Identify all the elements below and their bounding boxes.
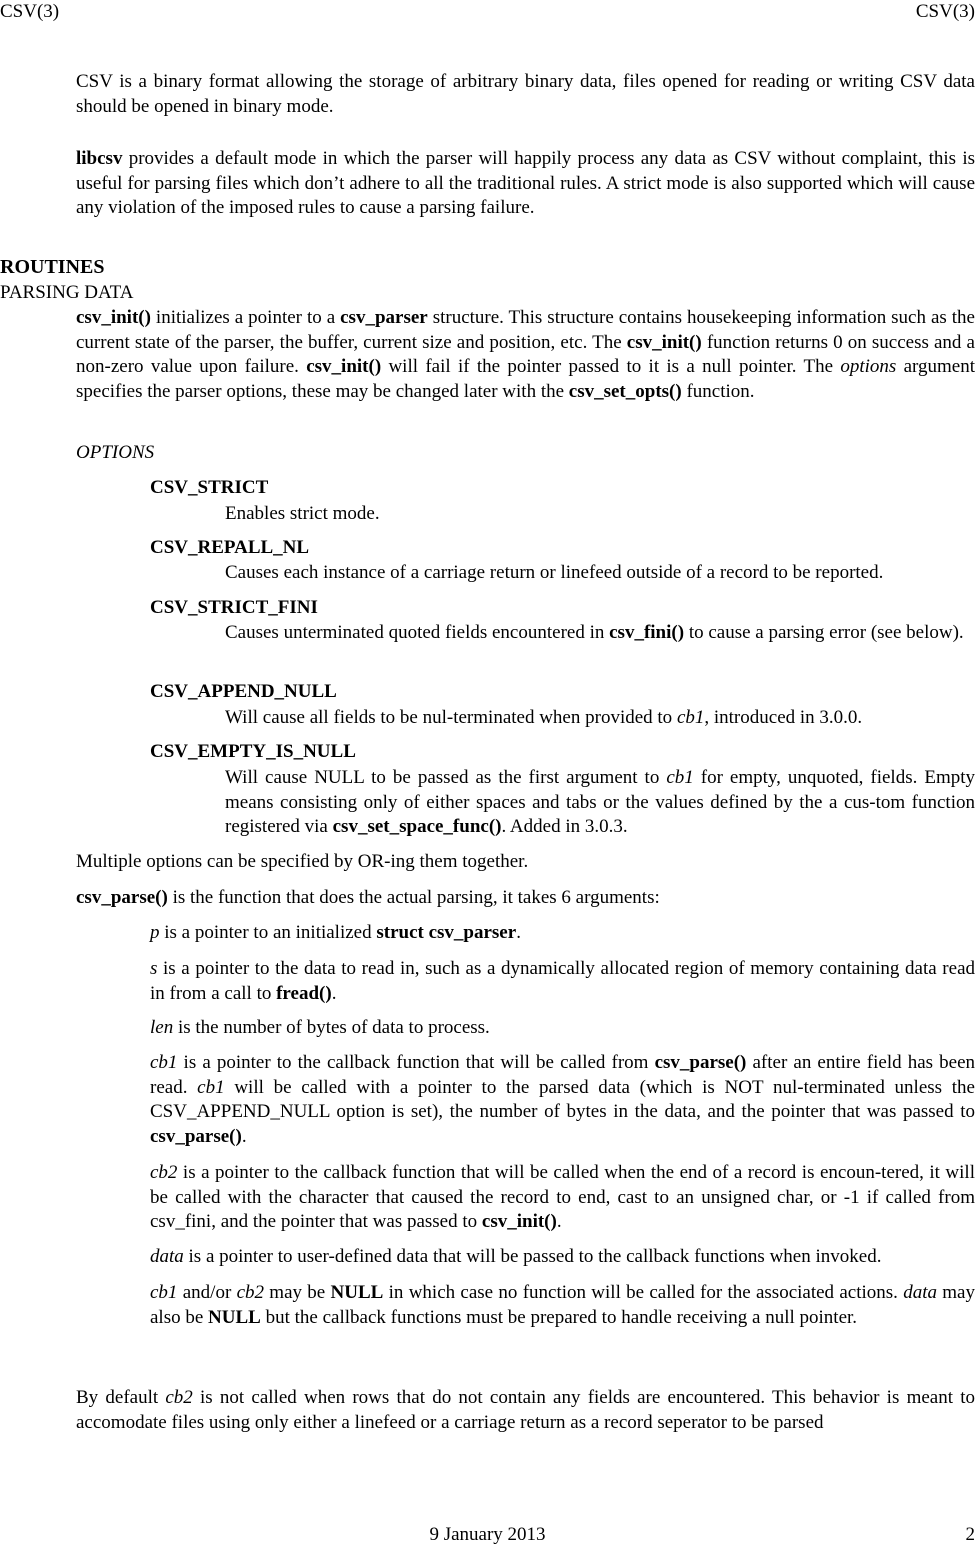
option-desc <box>225 706 975 731</box>
text-run: is a pointer to user-defined data that will be passed to the callback functions when invoked. <box>184 1246 882 1267</box>
bold-text: csv_init() <box>482 1211 557 1232</box>
italic-text: cb2 <box>165 1387 192 1408</box>
bold-text: NULL <box>331 1282 384 1303</box>
text-run: is a pointer to the callback function that will be called from <box>177 1052 654 1073</box>
footer-date: 9 January 2013 <box>0 1523 975 1547</box>
bold-text: CSV_REPALL_NL <box>150 537 309 558</box>
paragraph-csv-parse <box>76 886 975 911</box>
arg-cb1 <box>150 1051 975 1149</box>
text-run: in which case no function will be called for the associated actions. <box>383 1282 903 1303</box>
text-run: but the callback functions must be prepared to handle receiving a null pointer. <box>261 1307 857 1328</box>
paragraph-multiple-options <box>76 850 975 875</box>
bold-text: fread() <box>276 983 332 1004</box>
header-left: CSV(3) <box>0 0 59 24</box>
italic-text: cb1 <box>666 767 693 788</box>
text-run: . <box>557 1211 562 1232</box>
arg-len <box>150 1016 975 1041</box>
text-run: for empty, unquoted, fields. Empty means consisting only of either spaces and tabs or the values defined by the a cus-tom function registered via <box>225 767 975 837</box>
option-term <box>150 740 975 765</box>
text-run: Will cause NULL to be passed as the first argument to <box>225 767 666 788</box>
bold-text: CSV_APPEND_NULL <box>150 681 337 702</box>
option-term <box>150 476 975 501</box>
paragraph-csv-init <box>76 306 975 404</box>
text-run: after an entire field has been read. <box>150 1052 975 1098</box>
text-run: is a pointer to an initialized <box>160 922 377 943</box>
text-run: may be <box>264 1282 331 1303</box>
arg-cb2 <box>150 1161 975 1235</box>
subsection-title: PARSING DATA <box>0 281 975 306</box>
text-run: function returns 0 on success and a non-zero value upon failure. <box>76 332 975 378</box>
arg-data <box>150 1245 975 1270</box>
text-run: . <box>242 1126 247 1147</box>
bold-text: csv_init() <box>306 356 381 377</box>
bold-text: csv_set_space_func() <box>333 816 502 837</box>
text-run: , introduced in 3.0.0. <box>704 707 862 728</box>
bold-text: CSV_EMPTY_IS_NULL <box>150 741 356 762</box>
italic-text: cb1 <box>150 1052 177 1073</box>
option-term <box>150 680 975 705</box>
italic-text: p <box>150 922 160 943</box>
bold-text: csv_init() <box>76 307 151 328</box>
italic-text: cb2 <box>237 1282 264 1303</box>
text-run: is the number of bytes of data to process. <box>173 1017 490 1038</box>
italic-text: data <box>903 1282 937 1303</box>
text-run: function. <box>682 381 755 402</box>
bold-text: CSV_STRICT_FINI <box>150 597 318 618</box>
bold-text: csv_parse() <box>76 887 168 908</box>
italic-text: options <box>840 356 896 377</box>
bold-text: CSV_STRICT <box>150 477 268 498</box>
option-term <box>150 596 975 621</box>
bold-text: csv_init() <box>627 332 702 353</box>
text-run: CSV is a binary format allowing the storage of arbitrary binary data, files opened for reading or writing CSV data should be opened in binary mode. <box>76 71 975 117</box>
italic-text: cb1 <box>197 1077 224 1098</box>
bold-text: csv_parse() <box>150 1126 242 1147</box>
text-run: . <box>516 922 521 943</box>
bold-text: struct csv_parser <box>376 922 516 943</box>
text-run: may also be <box>150 1282 975 1328</box>
arg-p <box>150 921 975 946</box>
text-run: is a pointer to the callback function that will be called when the end of a record is encoun-tered, it will be called with the character that caused the record to end, cast to an unsigned char, or -1 if called from csv_fini, and the pointer that was passed to <box>150 1162 975 1232</box>
text-run: is not called when rows that do not contain any fields are encountered. This behavior is meant to accomodate files using only either a linefeed or a carriage return as a record seperator to be parsed <box>76 1387 975 1433</box>
bold-text: csv_fini() <box>609 622 684 643</box>
footer-page-number: 2 <box>966 1523 975 1547</box>
text-run: provides a default mode in which the parser will happily process any data as CSV without complaint, this is useful for parsing files which don’t adhere to all the traditional rules. A strict mode is also supported which will cause any violation of the imposed rules to cause a parsing failure. <box>76 148 975 218</box>
text-run: will be called with a pointer to the parsed data (which is NOT nul-terminated unless the CSV_APPEND_NULL option is set), the number of bytes in the data, and the pointer that was passed to <box>150 1077 975 1123</box>
section-title: ROUTINES <box>0 255 975 280</box>
text-run: will fail if the pointer passed to it is a null pointer. The <box>381 356 840 377</box>
italic-text: cb1 <box>677 707 704 728</box>
option-desc <box>225 561 975 586</box>
bold-text: csv_parser <box>340 307 428 328</box>
paragraph-binary-format <box>76 70 975 119</box>
text-run: argument specifies the parser options, these may be changed later with the <box>76 356 975 402</box>
paragraph-by-default <box>76 1386 975 1435</box>
option-term <box>150 536 975 561</box>
text-run: Will cause all fields to be nul-terminated when provided to <box>225 707 677 728</box>
paragraph-null-callbacks <box>150 1281 975 1330</box>
text-run: Causes each instance of a carriage return or linefeed outside of a record to be reported. <box>225 562 883 583</box>
bold-text: csv_set_opts() <box>569 381 682 402</box>
text-run: . Added in 3.0.3. <box>501 816 627 837</box>
text-run: Causes unterminated quoted fields encountered in <box>225 622 609 643</box>
text-run: By default <box>76 1387 165 1408</box>
option-desc <box>225 502 975 527</box>
text-run: to cause a parsing error (see below). <box>684 622 964 643</box>
italic-text: cb1 <box>150 1282 177 1303</box>
paragraph-libcsv-modes <box>76 147 975 221</box>
text-run: Enables strict mode. <box>225 503 380 524</box>
bold-text: csv_parse() <box>655 1052 747 1073</box>
bold-text: NULL <box>208 1307 261 1328</box>
text-run: is a pointer to the data to read in, such as a dynamically allocated region of memory containing data read in from a call to <box>150 958 975 1004</box>
text-run: initializes a pointer to a <box>151 307 340 328</box>
italic-text: s <box>150 958 157 979</box>
header-right: CSV(3) <box>916 0 975 24</box>
options-heading <box>76 441 975 466</box>
italic-text: len <box>150 1017 173 1038</box>
arg-s <box>150 957 975 1006</box>
italic-text: data <box>150 1246 184 1267</box>
option-desc <box>225 621 975 646</box>
option-desc <box>225 766 975 840</box>
italic-text: cb2 <box>150 1162 177 1183</box>
text-run: Multiple options can be specified by OR-ing them together. <box>76 851 528 872</box>
bold-text: libcsv <box>76 148 122 169</box>
text-run: structure. This structure contains housekeeping information such as the current state of the parser, the buffer, current size and position, etc. The <box>76 307 975 353</box>
text-run: . <box>332 983 337 1004</box>
text-run: is the function that does the actual parsing, it takes 6 arguments: <box>168 887 660 908</box>
italic-text: OPTIONS <box>76 442 154 463</box>
text-run: and/or <box>177 1282 236 1303</box>
